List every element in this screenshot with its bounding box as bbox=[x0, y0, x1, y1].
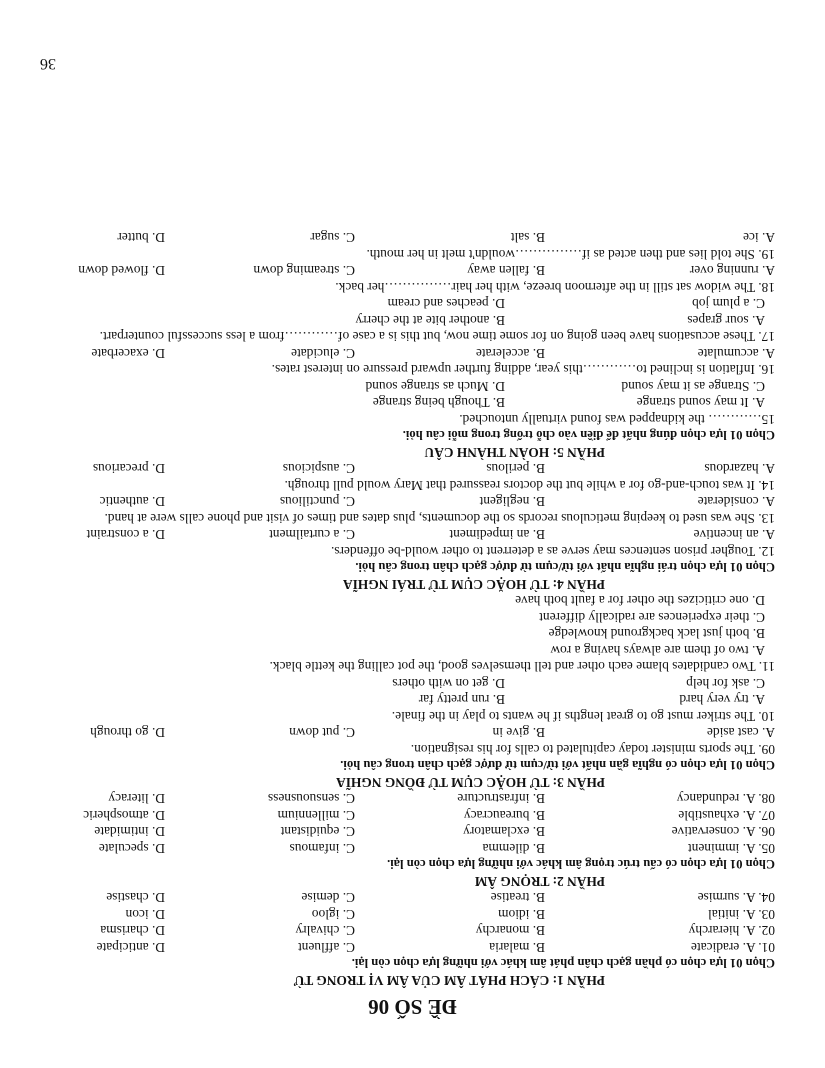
option-a: 04. A. surmise bbox=[697, 890, 775, 906]
option-a: 08. A. redundancy bbox=[676, 791, 775, 807]
option-b: B. accelerate bbox=[475, 346, 545, 361]
option-b: B. idiom bbox=[498, 907, 545, 922]
options-row bbox=[50, 262, 775, 279]
option-c: C. equidistant bbox=[280, 824, 355, 840]
option-b: B. both just lack background knowledge bbox=[548, 626, 765, 642]
option-a: A. hazardous bbox=[704, 461, 775, 477]
option-b: B. run pretty far bbox=[418, 692, 505, 708]
option-d: D. literacy bbox=[108, 791, 165, 807]
option-c: C. igloo bbox=[311, 907, 355, 922]
option-c: C. ask for help bbox=[686, 676, 765, 691]
question-text: 18. The widow sat still in the afternoon breeze, with her hair……………her back. bbox=[335, 280, 775, 295]
option-d: D. exacerbate bbox=[91, 346, 165, 361]
page-title: ĐỀ SỐ 06 bbox=[368, 995, 457, 1019]
option-a: 03. A. initial bbox=[708, 907, 775, 922]
option-d: D. go through bbox=[90, 725, 165, 741]
option-b: B. bureaucracy bbox=[463, 808, 545, 823]
option-c: C. streaming down bbox=[253, 263, 355, 279]
options-row bbox=[50, 526, 775, 543]
question-row bbox=[50, 939, 775, 956]
option-b: B. perilous bbox=[486, 461, 545, 477]
option-b: B. salt bbox=[510, 230, 545, 246]
option-c: C. put down bbox=[289, 725, 355, 741]
question-text: 09. The sports minister today capitulated to calls for his resignation. bbox=[410, 742, 775, 757]
option-d: D. speculate bbox=[98, 841, 165, 856]
option-c: C. elucidate bbox=[291, 346, 355, 361]
option-a: 07. A. exhaustible bbox=[678, 808, 775, 823]
option-d: D. Much as strange sound bbox=[365, 379, 505, 394]
option-b: B. give in bbox=[492, 725, 545, 741]
page-number: 36 bbox=[40, 55, 56, 73]
option-c: C. chivalry bbox=[295, 923, 355, 939]
option-b: B. malaria bbox=[489, 940, 545, 955]
question-row bbox=[50, 840, 775, 857]
section-2-heading: PHẦN 2: TRỌNG ÂM bbox=[474, 874, 605, 889]
option-a: A. accumulate bbox=[697, 346, 775, 361]
option-b: B. an impediment bbox=[449, 527, 545, 543]
option-a: 01. A. eradicate bbox=[690, 940, 775, 955]
option-c: C. millennium bbox=[277, 808, 355, 823]
section-1-instruction: Chọn 01 lựa chọn có phần gạch chân phát âm khác với những lựa chọn còn lại. bbox=[351, 956, 775, 971]
options-row bbox=[50, 229, 775, 246]
option-b: B. dilemma bbox=[482, 841, 545, 856]
option-c: C. Strange as it may sound bbox=[621, 379, 765, 394]
option-c: C. sensuousness bbox=[267, 791, 355, 807]
option-d: D. anticipate bbox=[96, 940, 165, 955]
option-a: A. It may sound strange bbox=[636, 395, 765, 411]
option-c: C. a plum job bbox=[692, 296, 765, 312]
options-row bbox=[50, 675, 775, 692]
options-row bbox=[50, 312, 775, 329]
question-row bbox=[50, 790, 775, 807]
question-text: 19. She told lies and then acted as if……………wouldn't melt in her mouth. bbox=[366, 247, 775, 262]
section-4-heading: PHẦN 4: TỪ HOẶC CỤM TỪ TRÁI NGHĨA bbox=[343, 577, 605, 592]
section-3-instruction: Chọn 01 lựa chọn có nghĩa gần nhất với từ/cụm từ được gạch chân trong câu hỏi. bbox=[340, 758, 775, 773]
option-b: B. infrastructure bbox=[457, 791, 545, 807]
option-b: B. fallen away bbox=[467, 263, 545, 279]
question-text: 17. These accusations have been going on for some time now, but this is a case of…………from a less successful counterpart. bbox=[99, 329, 775, 345]
option-a: A. sour grapes bbox=[687, 313, 765, 328]
option-b: B. Though being strange bbox=[372, 395, 505, 411]
option-d: D. authentic bbox=[99, 494, 165, 510]
options-row bbox=[50, 345, 775, 362]
option-d: D. intimidate bbox=[94, 824, 165, 840]
option-c: C. affluent bbox=[297, 940, 355, 955]
options-row bbox=[50, 378, 775, 395]
section-5-heading: PHẦN 5: HOÀN THÀNH CÂU bbox=[424, 445, 605, 460]
option-d: D. charisma bbox=[100, 923, 165, 939]
option-a: A. running over bbox=[689, 263, 775, 279]
question-text: 14. It was touch-and-go for a while but the doctors reassured that Mary would pull through. bbox=[284, 478, 775, 493]
option-a: A. considerate bbox=[697, 494, 775, 510]
option-d: D. get on with others bbox=[392, 676, 505, 691]
section-2-instruction: Chọn 01 lựa chọn có cấu trúc trọng âm khác với những lựa chọn còn lại. bbox=[387, 857, 775, 872]
option-a: A. two of them are always having a row bbox=[550, 643, 765, 658]
section-3-heading: PHẦN 3: TỪ HOẶC CỤM TỪ ĐỒNG NGHĨA bbox=[336, 775, 605, 790]
question-row bbox=[50, 807, 775, 824]
option-c: C. sugar bbox=[310, 230, 355, 246]
option-a: 06. A. conservative bbox=[671, 824, 775, 840]
option-c: C. demise bbox=[301, 890, 355, 906]
options-row bbox=[50, 394, 775, 411]
option-a: 02. A. hierarchy bbox=[688, 923, 775, 939]
question-text: 15………… the kidnapped was found virtually untouched. bbox=[459, 412, 775, 427]
option-a: A. cast aside bbox=[706, 725, 775, 741]
options-row bbox=[50, 460, 775, 477]
option-d: D. one criticizes the other for a fault both have bbox=[515, 593, 765, 609]
question-text: 13. She was used to keeping meticulous records so the documents, plus dates and times of visit and phone calls were at hand. bbox=[104, 511, 775, 526]
question-row bbox=[50, 889, 775, 906]
option-d: D. chastise bbox=[106, 890, 165, 906]
option-d: D. icon bbox=[125, 907, 165, 922]
option-c: C. their experiences are radically different bbox=[539, 610, 765, 625]
option-b: B. exclamatory bbox=[463, 824, 545, 840]
question-row bbox=[50, 906, 775, 923]
options-row bbox=[50, 493, 775, 510]
options-row bbox=[50, 295, 775, 312]
option-d: D. flowed down bbox=[78, 263, 165, 279]
question-row bbox=[50, 823, 775, 840]
options-row bbox=[50, 691, 775, 708]
option-a: A. ice bbox=[743, 230, 775, 246]
option-d: D. precarious bbox=[92, 461, 165, 477]
option-c: C. infamous bbox=[289, 841, 355, 856]
option-d: D. peaches and cream bbox=[387, 296, 505, 312]
option-d: D. a constraint bbox=[86, 527, 165, 543]
option-d: D. atmospheric bbox=[83, 808, 165, 823]
option-a: A. try very hard bbox=[679, 692, 765, 708]
page-content bbox=[50, 229, 775, 1020]
option-b: B. monarchy bbox=[475, 923, 545, 939]
section-1-heading: PHẦN 1: CÁCH PHÁT ÂM CỦA ÂM VỊ TRONG TỪ bbox=[293, 973, 605, 988]
question-text: 16. Inflation is inclined to…………this year, adding further upward pressure on interest rates. bbox=[271, 362, 775, 378]
option-a: A. an incentive bbox=[693, 527, 775, 543]
option-c: C. punctilious bbox=[279, 494, 355, 510]
options-row bbox=[50, 724, 775, 741]
option-d: D. butter bbox=[117, 230, 165, 246]
question-text: 12. Tougher prison sentences may serve as a deterrent to other would-be offenders. bbox=[330, 544, 775, 559]
option-a: 05. A. imminent bbox=[687, 841, 775, 856]
option-c: C. auspicious bbox=[282, 461, 355, 477]
section-4-instruction: Chọn 01 lựa chọn trái nghĩa nhất với từ/cụm từ được gạch chân trong câu hỏi. bbox=[355, 560, 775, 575]
option-c: C. a curtailment bbox=[269, 527, 355, 543]
question-text: 10. The striker must go to great lengths if he wants to play in the finale. bbox=[391, 709, 775, 724]
option-b: B. treatise bbox=[490, 890, 545, 906]
option-b: B. negligent bbox=[479, 494, 545, 510]
question-row bbox=[50, 922, 775, 939]
question-text: 11. Two candidates blame each other and tell themselves good, the pot calling the kettle black. bbox=[269, 659, 775, 675]
section-5-instruction: Chọn 01 lựa chọn đúng nhất để điền vào chỗ trống trong mỗi câu hỏi. bbox=[402, 428, 775, 443]
option-b: B. another bite at the cherry bbox=[355, 313, 505, 328]
